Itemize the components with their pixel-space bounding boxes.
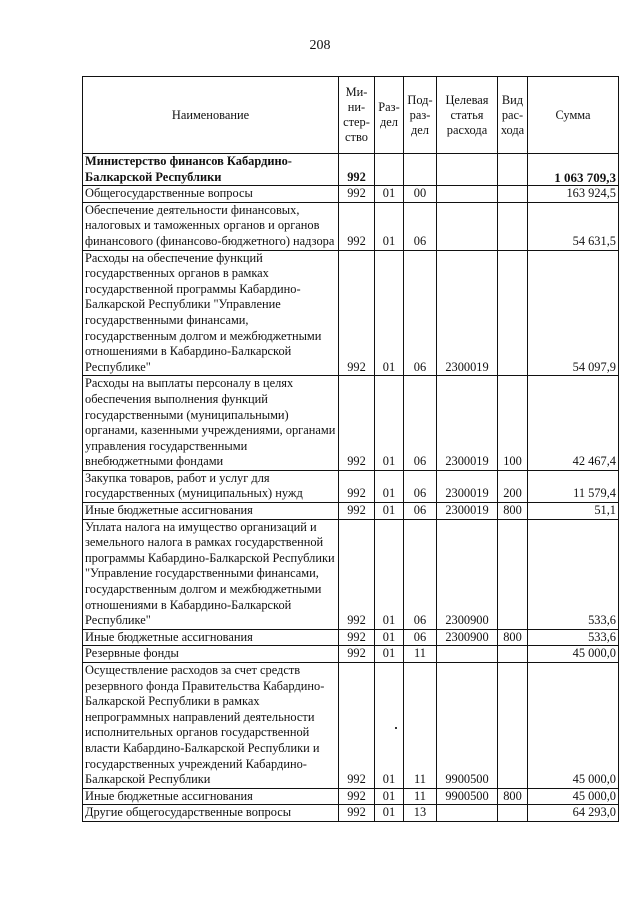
- cell-section: 01: [375, 250, 404, 376]
- cell-subsection: 06: [404, 503, 437, 520]
- cell-target: [437, 202, 498, 250]
- cell-sum: 54 631,5: [528, 202, 619, 250]
- table-row: [83, 202, 619, 250]
- cell-target: 9900500: [437, 663, 498, 789]
- cell-target: [437, 154, 498, 186]
- cell-type: [498, 154, 528, 186]
- cell-section: 01: [375, 629, 404, 646]
- cell-target: 2300019: [437, 376, 498, 471]
- cell-name: Закупка товаров, работ и услуг для государственных (муниципальных) нужд: [83, 470, 339, 502]
- cell-sum: 533,6: [528, 519, 619, 629]
- cell-sum: 42 467,4: [528, 376, 619, 471]
- cell-name: Общегосударственные вопросы: [83, 186, 339, 203]
- cell-target: 9900500: [437, 788, 498, 805]
- cell-type: [498, 519, 528, 629]
- header-section: Раз- дел: [375, 77, 404, 154]
- cell-type: [498, 663, 528, 789]
- page-number: 208: [309, 38, 331, 53]
- table-row: [83, 470, 619, 502]
- cell-name: Иные бюджетные ассигнования: [83, 788, 339, 805]
- table-row: [83, 154, 619, 186]
- cell-type: [498, 646, 528, 663]
- cell-section: 01: [375, 376, 404, 471]
- cell-subsection: 11: [404, 788, 437, 805]
- cell-subsection: 13: [404, 805, 437, 822]
- table-header-row: [83, 77, 619, 154]
- cell-name: Министерство финансов Кабардино-Балкарской Республики: [83, 154, 339, 186]
- header-name: Наименование: [83, 77, 339, 154]
- cell-type: [498, 202, 528, 250]
- cell-section: 01: [375, 202, 404, 250]
- cell-target: [437, 646, 498, 663]
- cell-name: Уплата налога на имущество организаций и земельного налога в рамках государственной программы Кабардино-Балкарской Республики "Управление государственными финансами, государственным долгом и межбюджетными отношениями в Кабардино-Балкарской Республике": [83, 519, 339, 629]
- cell-sum: 54 097,9: [528, 250, 619, 376]
- cell-ministry: 992: [339, 470, 375, 502]
- cell-sum: 51,1: [528, 503, 619, 520]
- cell-ministry: 992: [339, 519, 375, 629]
- cell-section: 01: [375, 788, 404, 805]
- cell-sum: 1 063 709,3: [528, 154, 619, 186]
- table-row: [83, 646, 619, 663]
- cell-subsection: 11: [404, 663, 437, 789]
- cell-subsection: 06: [404, 202, 437, 250]
- header-subsection: Под- раз- дел: [404, 77, 437, 154]
- cell-target: [437, 805, 498, 822]
- cell-target: 2300019: [437, 470, 498, 502]
- cell-sum: 45 000,0: [528, 788, 619, 805]
- cell-section: [375, 154, 404, 186]
- cell-ministry: 992: [339, 376, 375, 471]
- cell-subsection: 00: [404, 186, 437, 203]
- cell-subsection: 06: [404, 519, 437, 629]
- cell-section: 01: [375, 470, 404, 502]
- cell-ministry: 992: [339, 250, 375, 376]
- cell-name: Расходы на выплаты персоналу в целях обеспечения выполнения функций государственными (муниципальными) органами, казенными учреждениями, органами управления государственными внебюджетными фондами: [83, 376, 339, 471]
- cell-ministry: 992: [339, 788, 375, 805]
- cell-ministry: 992: [339, 186, 375, 203]
- cell-sum: 64 293,0: [528, 805, 619, 822]
- cell-type: 800: [498, 503, 528, 520]
- cell-sum: 45 000,0: [528, 646, 619, 663]
- cell-target: 2300900: [437, 519, 498, 629]
- table-body: [83, 154, 619, 822]
- cell-name: Резервные фонды: [83, 646, 339, 663]
- cell-ministry: 992: [339, 805, 375, 822]
- cell-type: 200: [498, 470, 528, 502]
- budget-table: [82, 76, 619, 822]
- table-row: [83, 250, 619, 376]
- cell-section: 01: [375, 646, 404, 663]
- cell-ministry: 992: [339, 646, 375, 663]
- table-row: [83, 805, 619, 822]
- table-row: [83, 376, 619, 471]
- cell-sum: 163 924,5: [528, 186, 619, 203]
- cell-ministry: 992: [339, 154, 375, 186]
- cell-type: [498, 186, 528, 203]
- table-row: [83, 788, 619, 805]
- cell-ministry: 992: [339, 503, 375, 520]
- cell-section: 01: [375, 503, 404, 520]
- cell-subsection: [404, 154, 437, 186]
- header-target: Целевая статья расхода: [437, 77, 498, 154]
- cell-type: 800: [498, 788, 528, 805]
- cell-ministry: 992: [339, 202, 375, 250]
- cell-subsection: 06: [404, 470, 437, 502]
- cell-sum: 45 000,0: [528, 663, 619, 789]
- cell-ministry: 992: [339, 663, 375, 789]
- cell-type: [498, 250, 528, 376]
- table-row: [83, 503, 619, 520]
- cell-sum: 11 579,4: [528, 470, 619, 502]
- cell-section: 01: [375, 805, 404, 822]
- header-type: Вид рас- хода: [498, 77, 528, 154]
- table-row: [83, 519, 619, 629]
- cell-sum: 533,6: [528, 629, 619, 646]
- cell-ministry: 992: [339, 629, 375, 646]
- table-row: [83, 629, 619, 646]
- cell-subsection: 06: [404, 376, 437, 471]
- cell-name: Иные бюджетные ассигнования: [83, 503, 339, 520]
- cell-subsection: 11: [404, 646, 437, 663]
- header-sum: Сумма: [528, 77, 619, 154]
- table-row: [83, 663, 619, 789]
- cell-section: 01: [375, 663, 404, 789]
- cell-name: Обеспечение деятельности финансовых, налоговых и таможенных органов и органов финансового (финансово-бюджетного) надзора: [83, 202, 339, 250]
- cell-target: 2300900: [437, 629, 498, 646]
- cell-name: Расходы на обеспечение функций государственных органов в рамках государственной программы Кабардино-Балкарской Республики "Управление государственными финансами, государственным долгом и межбюджетными отношениями в Кабардино-Балкарской Республике": [83, 250, 339, 376]
- cell-target: 2300019: [437, 503, 498, 520]
- scan-speck: [395, 727, 397, 729]
- cell-section: 01: [375, 519, 404, 629]
- cell-name: Другие общегосударственные вопросы: [83, 805, 339, 822]
- cell-name: Иные бюджетные ассигнования: [83, 629, 339, 646]
- cell-subsection: 06: [404, 250, 437, 376]
- cell-name: Осуществление расходов за счет средств резервного фонда Правительства Кабардино-Балкарской Республики в рамках непрограммных направлений деятельности исполнительных органов государственной власти Кабардино-Балкарской Республики и государственных учреждений Кабардино-Балкарской Республики: [83, 663, 339, 789]
- cell-section: 01: [375, 186, 404, 203]
- table-row: [83, 186, 619, 203]
- header-ministry: Ми- ни- стер- ство: [339, 77, 375, 154]
- cell-subsection: 06: [404, 629, 437, 646]
- cell-type: 800: [498, 629, 528, 646]
- cell-type: [498, 805, 528, 822]
- cell-type: 100: [498, 376, 528, 471]
- cell-target: 2300019: [437, 250, 498, 376]
- cell-target: [437, 186, 498, 203]
